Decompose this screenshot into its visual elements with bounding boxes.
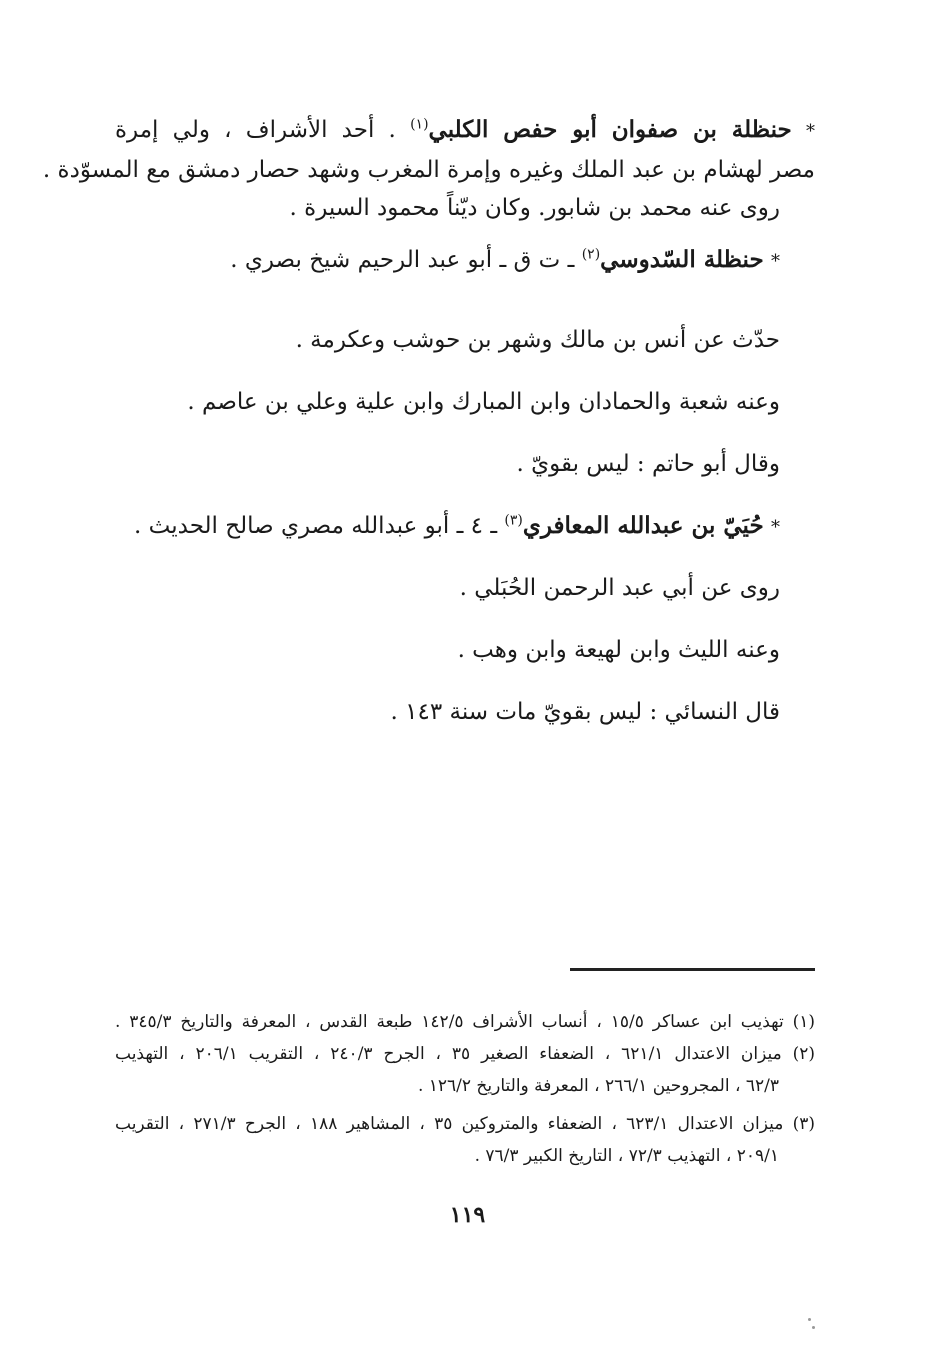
entry-name: حُيَيّ بن عبدالله المعافري — [522, 512, 764, 539]
entry-bullet: * — [805, 121, 815, 142]
entry-huyayy-line-3: وعنه الليث وابن لهيعة وابن وهب . — [457, 637, 780, 663]
entry-huyayy-line-1 — [134, 508, 780, 546]
entry-huyayy-line-4: قال النسائي : ليس بقويّ مات سنة ١٤٣ . — [390, 699, 780, 725]
scan-speck — [812, 1326, 815, 1329]
entry-name: حنظلة السّدوسي — [600, 246, 764, 273]
entry-hanzala-sadusi-line-3: وعنه شعبة والحمادان وابن المبارك وابن علية وعلي بن عاصم . — [187, 389, 780, 415]
entry-bullet: * — [771, 251, 780, 272]
footnote-1: (١) تهذيب ابن عساكر ١٥/٥ ، أنساب الأشراف ١٤٢/٥ طبعة القدس ، المعرفة والتاريخ ٣٤٥/٣ . — [115, 1012, 816, 1032]
entry-hanzala-sadusi-line-4: وقال أبو حاتم : ليس بقويّ . — [516, 451, 780, 477]
entry-hanzala-kalbi-line-3: روى عنه محمد بن شابور. وكان ديّناً محمود السيرة . — [289, 195, 780, 221]
entry-text: ـ ت ق ـ أبو عبد الرحيم شيخ بصري . — [230, 247, 575, 273]
entry-text: ـ ٤ ـ أبو عبدالله مصري صالح الحديث . — [134, 513, 498, 539]
footnote-ref: (١) — [410, 116, 429, 133]
entry-hanzala-kalbi-line-2: مصر لهشام بن عبد الملك وغيره وإمرة المغرب وشهد حصار دمشق مع المسوّدة . — [42, 157, 815, 183]
entry-name: حنظلة بن صفوان أبو حفص الكلبي — [428, 116, 792, 143]
entry-hanzala-sadusi-line-1 — [230, 242, 780, 280]
footnote-separator — [570, 968, 815, 971]
entry-hanzala-sadusi-line-2: حدّث عن أنس بن مالك وشهر بن حوشب وعكرمة . — [295, 327, 780, 353]
footnote-2-line-1: (٢) ميزان الاعتدال ٦٢١/١ ، الضعفاء الصغير ٣٥ ، الجرح ٢٤٠/٣ ، التقريب ٢٠٦/١ ، التهذيب — [115, 1044, 816, 1064]
footnote-3-line-1: (٣) ميزان الاعتدال ٦٢٣/١ ، الضعفاء والمتروكين ٣٥ ، المشاهير ١٨٨ ، الجرح ٢٧١/٣ ، التقريب — [115, 1114, 815, 1134]
entry-text: . أحد الأشراف ، ولي إمرة — [115, 117, 396, 143]
footnote-3-line-2: ٢٠٩/١ ، التهذيب ٧٢/٣ ، التاريخ الكبير ٧٦/٣ . — [474, 1146, 779, 1166]
footnote-ref: (٢) — [581, 246, 601, 263]
entry-hanzala-kalbi-line-1 — [115, 112, 815, 150]
footnote-ref: (٣) — [504, 512, 523, 529]
footnote-2-line-2: ٦٢/٣ ، المجروحين ٢٦٦/١ ، المعرفة والتاريخ ١٢٦/٢ . — [417, 1076, 779, 1096]
entry-huyayy-line-2: روى عن أبي عبد الرحمن الحُبَلي . — [459, 575, 780, 601]
entry-bullet: * — [771, 517, 780, 538]
page-number: ١١٩ — [449, 1202, 486, 1228]
scan-speck — [808, 1318, 811, 1321]
